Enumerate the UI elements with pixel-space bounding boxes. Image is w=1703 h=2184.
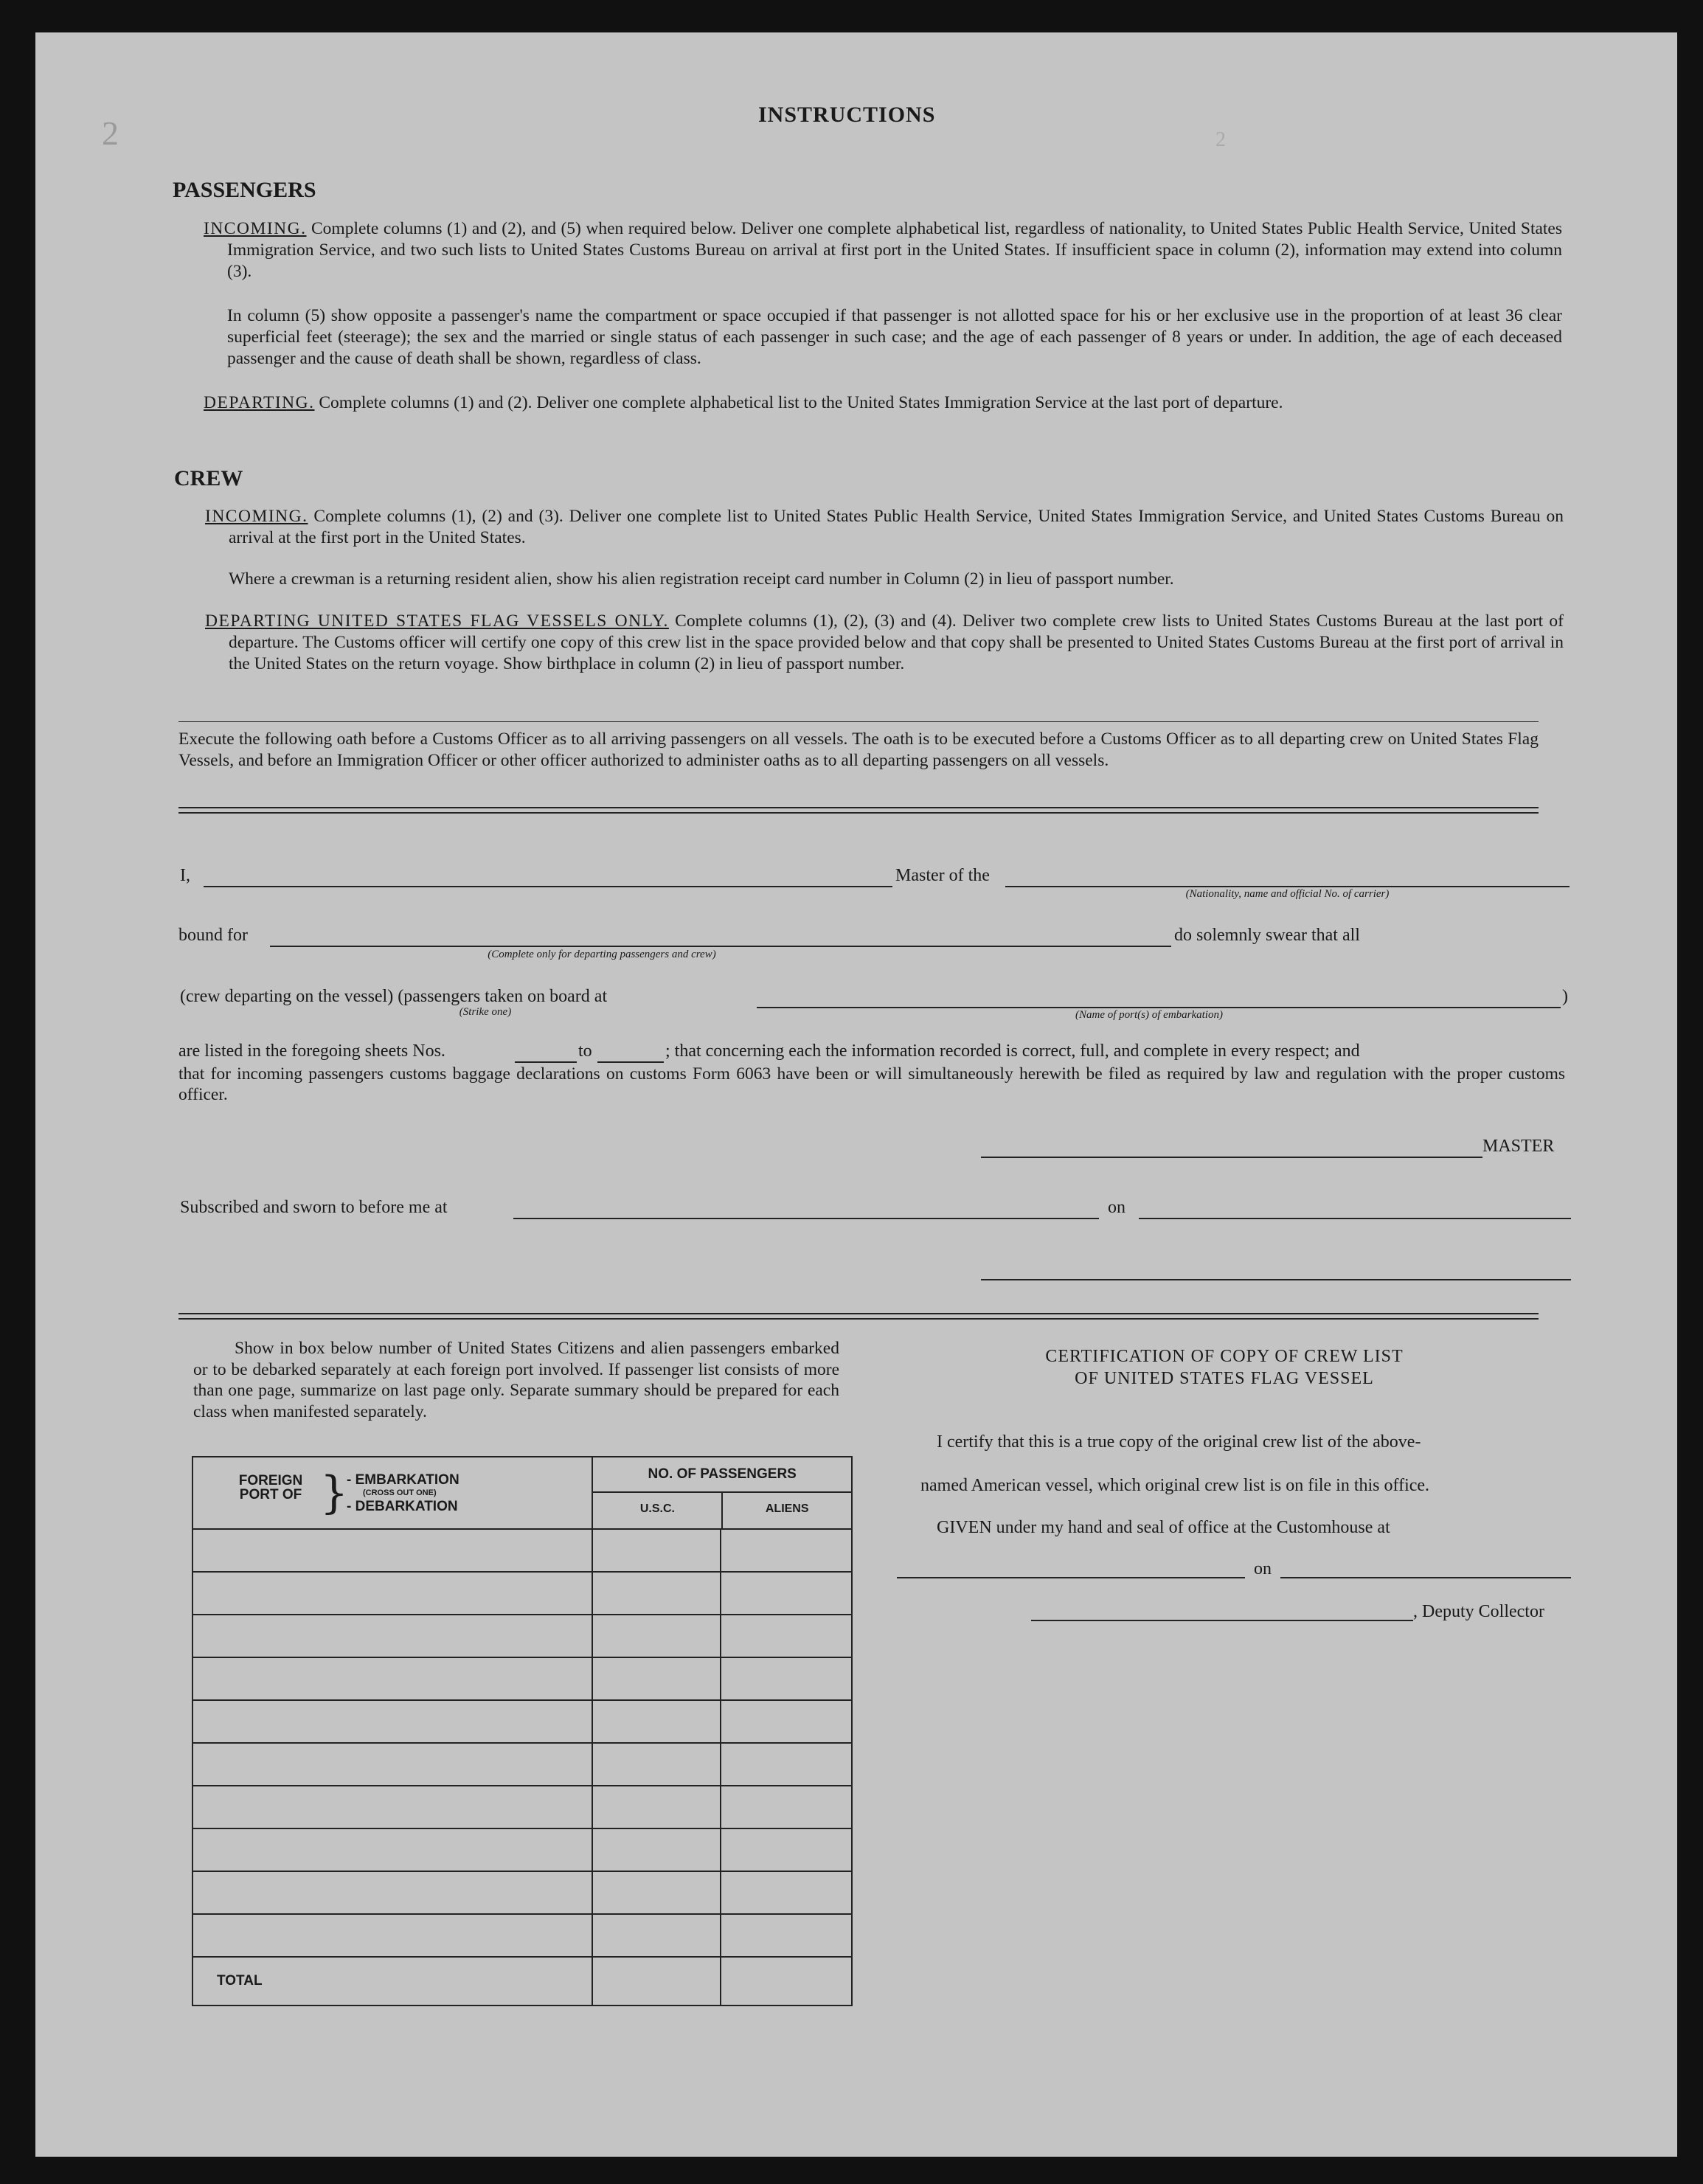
aliens-cell[interactable]: [721, 1914, 852, 1957]
table-row: [193, 1743, 852, 1786]
usc-cell[interactable]: [592, 1871, 721, 1914]
certification-title-1: CERTIFICATION OF COPY OF CREW LIST: [1045, 1347, 1404, 1366]
sheets-from-field[interactable]: [515, 1061, 577, 1063]
total-aliens-cell[interactable]: [721, 1957, 852, 2006]
passengers-incoming-text: Complete columns (1) and (2), and (5) when required below. Deliver one complete alphabetical list, regardless of nationality, to United States Public Health Service, United States Immigration Service, and two such lists to United States Customs Bureau on arrival at first port in the United States. If insufficient space in column (2), information may extend into column (3).: [227, 219, 1563, 281]
master-name-field[interactable]: [204, 886, 892, 887]
usc-cell[interactable]: [592, 1786, 721, 1828]
aliens-cell[interactable]: [721, 1657, 852, 1700]
passenger-summary-table: [192, 1456, 853, 2006]
embarkation-header: - EMBARKATION: [347, 1472, 459, 1488]
total-usc-cell[interactable]: [592, 1957, 721, 2006]
usc-cell[interactable]: [592, 1700, 721, 1743]
aliens-cell[interactable]: [721, 1871, 852, 1914]
deputy-signature-field[interactable]: [1031, 1620, 1413, 1621]
crew-departing-label: DEPARTING UNITED STATES FLAG VESSELS ONLY.: [205, 611, 669, 631]
passengers-header: [592, 1457, 852, 1529]
aliens-cell[interactable]: [721, 1529, 852, 1572]
usc-cell[interactable]: [592, 1572, 721, 1615]
page-title: INSTRUCTIONS: [758, 103, 936, 127]
ports-caption: (Name of port(s) of embarkation): [1075, 1009, 1223, 1021]
cross-out-note: (CROSS OUT ONE): [363, 1488, 437, 1497]
crew-resident: Where a crewman is a returning resident alien, show his alien registration receipt card number in Column (2) in lieu of passport number.: [229, 569, 1174, 589]
crew-departing-text: Complete columns (1), (2), (3) and (4). Deliver two complete crew lists to United States Customs Bureau at the last port of departure. The Customs officer will certify one copy of this crew list in the space provided below and that copy shall be presented to United States Customs Bureau at the first port of arrival in the United States on the return voyage. Show birthplace in column (2) in lieu of passport number.: [229, 611, 1564, 673]
brace-icon: }: [320, 1467, 349, 1519]
usc-cell[interactable]: [592, 1657, 721, 1700]
sheets-to-field[interactable]: [597, 1061, 664, 1063]
table-row: [193, 1700, 852, 1743]
master-signature-field[interactable]: [981, 1157, 1482, 1158]
passengers-incoming: [204, 218, 1562, 282]
carrier-field[interactable]: [1005, 886, 1570, 887]
crew-departing-label-line: (crew departing on the vessel) (passengers taken on board at: [180, 987, 608, 1006]
usc-cell[interactable]: [592, 1828, 721, 1871]
officer-signature-field[interactable]: [981, 1279, 1571, 1280]
sheets-statement: ; that concerning each the information recorded is correct, full, and complete in every respect; and: [665, 1041, 1360, 1061]
sheets-label: are listed in the foregoing sheets Nos.: [178, 1041, 445, 1061]
port-cell[interactable]: [193, 1743, 592, 1786]
port-cell[interactable]: [193, 1871, 592, 1914]
baggage-statement: that for incoming passengers customs baggage declarations on customs Form 6063 have been or will simultaneously herewith be filed as required by law and regulation with the proper customs officer.: [178, 1064, 1565, 1104]
port-cell[interactable]: [193, 1529, 592, 1572]
passengers-heading: PASSENGERS: [173, 178, 316, 202]
usc-cell[interactable]: [592, 1529, 721, 1572]
table-row: [193, 1871, 852, 1914]
master-label: MASTER: [1482, 1137, 1555, 1156]
crew-incoming: [205, 506, 1564, 549]
crew-incoming-label: INCOMING.: [205, 507, 308, 526]
close-paren: ): [1562, 987, 1568, 1006]
sheets-to-label: to: [578, 1041, 592, 1061]
certification-title-2: OF UNITED STATES FLAG VESSEL: [1075, 1369, 1374, 1388]
port-cell[interactable]: [193, 1786, 592, 1828]
certify-text-2: named American vessel, which original crew list is on file in this office.: [920, 1476, 1430, 1495]
strike-one-caption: (Strike one): [459, 1006, 512, 1018]
passengers-incoming-label: INCOMING.: [204, 219, 307, 238]
debarkation-header: - DEBARKATION: [347, 1499, 458, 1514]
subscribed-place-field[interactable]: [513, 1218, 1099, 1219]
table-row: [193, 1828, 852, 1871]
subscribed-date-field[interactable]: [1139, 1218, 1571, 1219]
double-rule-bottom: [178, 1313, 1539, 1320]
total-label-cell: [193, 1957, 592, 2006]
aliens-cell[interactable]: [721, 1828, 852, 1871]
port-cell[interactable]: [193, 1914, 592, 1957]
crew-departing: [205, 611, 1564, 675]
aliens-cell[interactable]: [721, 1615, 852, 1657]
table-row: [193, 1914, 852, 1957]
port-cell[interactable]: [193, 1615, 592, 1657]
table-row: [193, 1572, 852, 1615]
aliens-cell[interactable]: [721, 1572, 852, 1615]
bound-for-label: bound for: [178, 926, 248, 945]
aliens-cell[interactable]: [721, 1743, 852, 1786]
carrier-caption: (Nationality, name and official No. of carrier): [1185, 888, 1390, 900]
usc-cell[interactable]: [592, 1914, 721, 1957]
usc-cell[interactable]: [592, 1743, 721, 1786]
port-cell[interactable]: [193, 1657, 592, 1700]
usc-header: U.S.C.: [593, 1493, 723, 1528]
oath-intro: Execute the following oath before a Customs Officer as to all arriving passengers on all vessels. The oath is to be executed before a Customs Officer as to all departing crew on United States Flag Vessels, and before an Immigration Officer or other officer authorized to administer oaths as to all departing passengers on all vessels.: [178, 729, 1539, 770]
corner-page-number: 2: [102, 114, 119, 152]
crew-heading: CREW: [174, 466, 243, 490]
passengers-column5: In column (5) show opposite a passenger's name the compartment or space occupied if that passenger is not allotted space for his or her exclusive use in the proportion of at least 36 clear superficial feet (steerage); the sex and the married or single status of each passenger in such case; and the age of each passenger of 8 years or under. In addition, the age of each deceased passenger and the cause of death shall be shown, regardless of class.: [227, 306, 1562, 368]
customhouse-field[interactable]: [897, 1577, 1245, 1578]
bound-for-caption: (Complete only for departing passengers and crew): [488, 949, 716, 960]
double-rule-top: [178, 807, 1539, 814]
passengers-departing: [204, 392, 1562, 414]
table-row: [193, 1657, 852, 1700]
total-label: TOTAL: [217, 1973, 263, 1989]
subscribed-label: Subscribed and sworn to before me at: [180, 1198, 448, 1217]
port-cell[interactable]: [193, 1700, 592, 1743]
port-header: [193, 1457, 592, 1529]
document-page: [35, 32, 1677, 2157]
passengers-departing-text: Complete columns (1) and (2). Deliver one complete alphabetical list to the United States Immigration Service at the last port of departure.: [319, 393, 1283, 412]
total-row: [193, 1957, 852, 2006]
certification-on-label: on: [1254, 1559, 1272, 1578]
bleed-through: 2: [1215, 128, 1226, 151]
certify-text-1: I certify that this is a true copy of the original crew list of the above-: [937, 1432, 1421, 1452]
given-text: GIVEN under my hand and seal of office at the Customhouse at: [937, 1518, 1390, 1537]
port-cell[interactable]: [193, 1572, 592, 1615]
passengers-departing-label: DEPARTING.: [204, 393, 315, 412]
do-swear-label: do solemnly swear that all: [1174, 926, 1360, 945]
port-cell[interactable]: [193, 1828, 592, 1871]
crew-incoming-text: Complete columns (1), (2) and (3). Deliver one complete list to United States Public Health Service, United States Immigration Service, and United States Customs Bureau on arrival at the first port in the United States.: [229, 507, 1564, 547]
certification-date-field[interactable]: [1280, 1577, 1571, 1578]
table-header-row: [193, 1457, 852, 1529]
table-row: [193, 1615, 852, 1657]
summary-instructions: Show in box below number of United States Citizens and alien passengers embarked or to be debarked separately at each foreign port involved. If passenger list consists of more than one page, summarize on last page only. Separate summary should be prepared for each class when manifested separately.: [193, 1339, 839, 1421]
separator-line: [178, 721, 1539, 722]
ports-field[interactable]: [757, 1007, 1561, 1008]
oath-i-label: I,: [180, 866, 190, 885]
aliens-header: ALIENS: [765, 1502, 809, 1515]
table-row: [193, 1786, 852, 1828]
master-of-label: Master of the: [895, 866, 990, 885]
table-row: [193, 1529, 852, 1572]
aliens-cell[interactable]: [721, 1700, 852, 1743]
no-of-passengers-header: NO. OF PASSENGERS: [593, 1457, 851, 1493]
bound-for-field[interactable]: [270, 946, 1171, 947]
usc-cell[interactable]: [592, 1615, 721, 1657]
subscribed-on-label: on: [1108, 1198, 1125, 1217]
aliens-cell[interactable]: [721, 1786, 852, 1828]
foreign-port-header: FOREIGN PORT OF: [238, 1473, 303, 1502]
deputy-collector-label: , Deputy Collector: [1413, 1602, 1544, 1621]
